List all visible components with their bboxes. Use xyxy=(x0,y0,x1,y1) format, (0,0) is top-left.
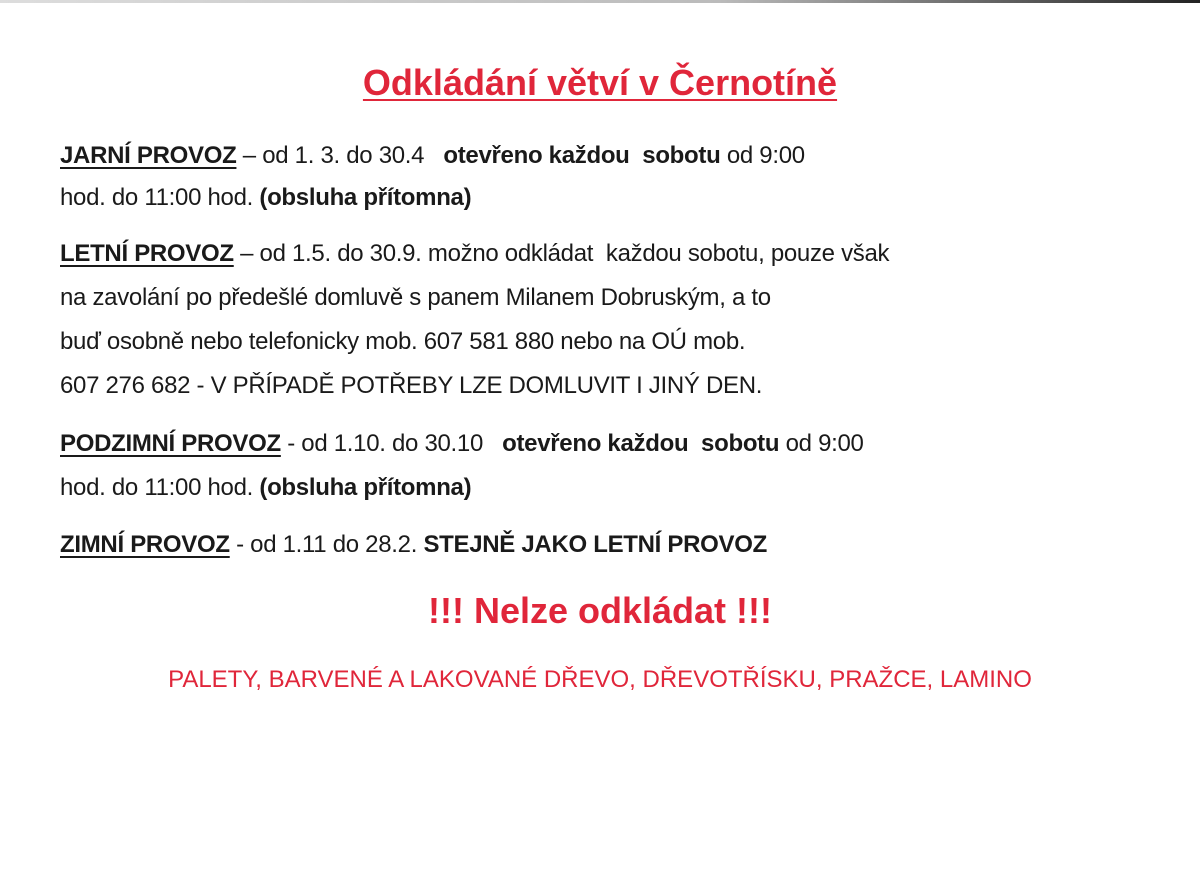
spring-line-2 xyxy=(60,184,471,212)
autumn-heading: PODZIMNÍ PROVOZ xyxy=(60,430,281,457)
autumn-staff: (obsluha přítomna) xyxy=(259,474,472,501)
autumn-dates: - od 1.10. do 30.10 xyxy=(280,430,503,457)
spring-line-1 xyxy=(60,142,805,170)
spring-open: otevřeno každou sobotu xyxy=(443,142,721,169)
autumn-line-2 xyxy=(60,474,471,502)
autumn-open: otevřeno každou sobotu xyxy=(502,430,780,457)
summer-line-3: buď osobně nebo telefonicky mob. 607 581 880 nebo na OÚ mob. xyxy=(60,328,746,355)
warning-heading: !!! Nelze odkládat !!! xyxy=(427,590,772,631)
summer-line-1 xyxy=(60,240,889,268)
winter-line-1 xyxy=(60,531,767,559)
summer-line-2: na zavolání po předešlé domluvě s panem Milanem Dobruským, a to xyxy=(60,284,771,311)
summer-line-4: 607 276 682 - V PŘÍPADĚ POTŘEBY LZE DOMLUVIT I JINÝ DEN. xyxy=(60,372,763,399)
winter-dates: - od 1.11 do 28.2. xyxy=(229,531,424,558)
autumn-line-1 xyxy=(60,430,864,458)
spring-staff: (obsluha přítomna) xyxy=(259,184,472,211)
forbidden-items: PALETY, BARVENÉ A LAKOVANÉ DŘEVO, DŘEVOTŘÍSKU, PRAŽCE, LAMINO xyxy=(168,666,1032,693)
spring-heading: JARNÍ PROVOZ xyxy=(60,142,237,169)
autumn-from: od 9:00 xyxy=(779,430,864,457)
spring-to: hod. do 11:00 hod. xyxy=(60,184,260,211)
spring-from: od 9:00 xyxy=(720,142,805,169)
scan-edge xyxy=(0,0,1200,3)
winter-note: STEJNĚ JAKO LETNÍ PROVOZ xyxy=(423,531,767,558)
page-title: Odkládání větví v Černotíně xyxy=(362,62,838,103)
summer-dates: – od 1.5. do 30.9. možno odkládat každou sobotu, pouze však xyxy=(233,240,890,267)
summer-heading: LETNÍ PROVOZ xyxy=(60,240,234,267)
autumn-to: hod. do 11:00 hod. xyxy=(60,474,260,501)
winter-heading: ZIMNÍ PROVOZ xyxy=(60,531,230,558)
spring-dates: – od 1. 3. do 30.4 xyxy=(236,142,444,169)
